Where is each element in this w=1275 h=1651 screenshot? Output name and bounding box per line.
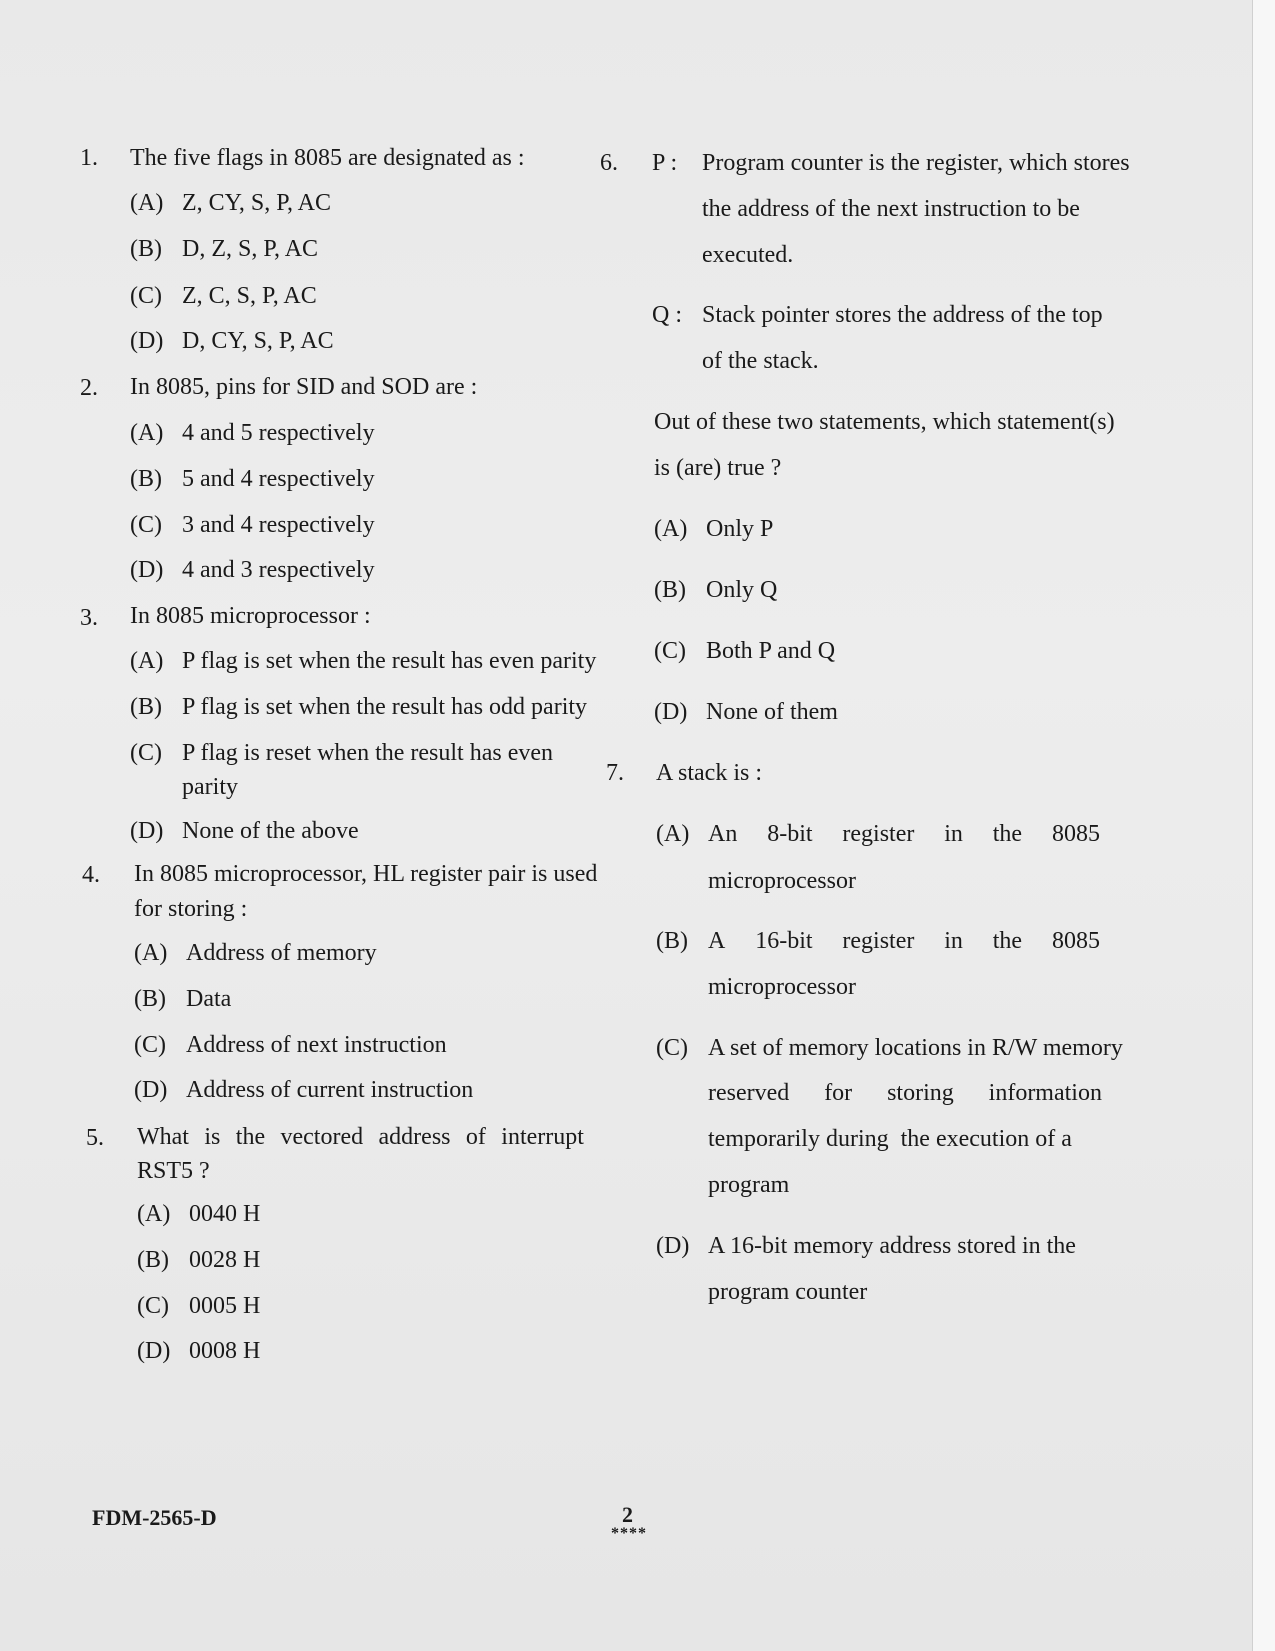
question-6-stem-line1: Out of these two statements, which statement(s) bbox=[654, 409, 1115, 435]
question-6-q-label: Q : bbox=[652, 302, 682, 328]
question-1-text: The five flags in 8085 are designated as : bbox=[130, 145, 525, 171]
question-6-p-line2: the address of the next instruction to be bbox=[702, 196, 1080, 222]
question-5-number: 5. bbox=[86, 1125, 104, 1151]
question-7-option-c-line3: temporarily during the execution of a bbox=[708, 1126, 1072, 1152]
question-2-option-c: (C) 3 and 4 respectively bbox=[130, 512, 375, 538]
question-3-option-a: (A) P flag is set when the result has even parity bbox=[130, 648, 597, 674]
question-6-q-line2: of the stack. bbox=[702, 348, 819, 374]
question-6-option-c: (C) Both P and Q bbox=[654, 638, 836, 664]
question-3-option-d: (D) None of the above bbox=[130, 818, 359, 844]
question-3-option-c: (C) P flag is reset when the result has even bbox=[130, 740, 554, 766]
question-7-text: A stack is : bbox=[656, 760, 762, 786]
question-7-option-b-line1: A 16-bit register in the 8085 bbox=[708, 928, 1100, 954]
question-6-p-line3: executed. bbox=[702, 242, 794, 268]
question-6-stem-line2: is (are) true ? bbox=[654, 455, 782, 481]
question-7-option-c-label: (C) bbox=[656, 1035, 688, 1061]
footer-paper-code: FDM-2565-D bbox=[92, 1505, 217, 1530]
question-1-option-d: (D) D, CY, S, P, AC bbox=[130, 328, 334, 354]
question-4-option-a: (A) Address of memory bbox=[134, 940, 377, 966]
question-6-number: 6. bbox=[600, 150, 618, 176]
question-6-option-b: (B) Only Q bbox=[654, 577, 778, 603]
question-7-option-d-label: (D) bbox=[656, 1233, 690, 1259]
question-7-option-a-label: (A) bbox=[656, 821, 690, 847]
question-5-option-a: (A) 0040 H bbox=[137, 1201, 261, 1227]
question-2-number: 2. bbox=[80, 375, 98, 401]
question-4-text-line2: for storing : bbox=[134, 896, 248, 922]
question-1-option-c: (C) Z, C, S, P, AC bbox=[130, 283, 317, 309]
question-4-option-d: (D) Address of current instruction bbox=[134, 1077, 474, 1103]
question-3-number: 3. bbox=[80, 605, 98, 631]
question-4-number: 4. bbox=[82, 862, 100, 888]
question-2-option-d: (D) 4 and 3 respectively bbox=[130, 557, 375, 583]
question-4-option-c: (C) Address of next instruction bbox=[134, 1032, 447, 1058]
question-2-option-b: (B) 5 and 4 respectively bbox=[130, 466, 375, 492]
question-1-number: 1. bbox=[80, 145, 98, 171]
question-4-text-line1: In 8085 microprocessor, HL register pair is used bbox=[134, 861, 598, 887]
question-2-option-a: (A) 4 and 5 respectively bbox=[130, 420, 375, 446]
question-7-option-b-label: (B) bbox=[656, 928, 688, 954]
question-4-option-b: (B) Data bbox=[134, 986, 232, 1012]
question-7-option-c-line2: reserved for storing information bbox=[708, 1080, 1102, 1106]
question-6-q-line1: Stack pointer stores the address of the top bbox=[702, 302, 1103, 328]
question-7-option-d-line2: program counter bbox=[708, 1279, 868, 1305]
question-6-option-d: (D) None of them bbox=[654, 699, 838, 725]
question-3-option-c-line2: parity bbox=[182, 774, 238, 800]
question-7-option-d-line1: A 16-bit memory address stored in the bbox=[708, 1233, 1076, 1259]
question-6-option-a: (A) Only P bbox=[654, 516, 774, 542]
question-7-option-a-line2: microprocessor bbox=[708, 868, 856, 894]
question-5-text-line2: RST5 ? bbox=[137, 1158, 210, 1184]
question-3-option-b: (B) P flag is set when the result has odd parity bbox=[130, 694, 588, 720]
question-7-number: 7. bbox=[606, 760, 624, 786]
question-5-option-b: (B) 0028 H bbox=[137, 1247, 261, 1273]
question-7-option-b-line2: microprocessor bbox=[708, 974, 856, 1000]
question-1-option-b: (B) D, Z, S, P, AC bbox=[130, 236, 319, 262]
question-2-text: In 8085, pins for SID and SOD are : bbox=[130, 374, 478, 400]
question-5-text-line1: What is the vectored address of interrupt bbox=[137, 1124, 584, 1150]
question-7-option-c-line4: program bbox=[708, 1172, 790, 1198]
question-5-option-c: (C) 0005 H bbox=[137, 1293, 261, 1319]
question-1-option-a: (A) Z, CY, S, P, AC bbox=[130, 190, 331, 216]
question-3-text: In 8085 microprocessor : bbox=[130, 603, 371, 629]
question-7-option-c-line1: A set of memory locations in R/W memory bbox=[708, 1035, 1123, 1061]
page-edge bbox=[1252, 0, 1275, 1651]
footer-page-number: 2 bbox=[622, 1502, 633, 1527]
footer-stars: **** bbox=[611, 1525, 647, 1542]
question-5-option-d: (D) 0008 H bbox=[137, 1338, 261, 1364]
question-6-p-label: P : bbox=[652, 150, 678, 176]
question-6-p-line1: Program counter is the register, which stores bbox=[702, 150, 1130, 176]
question-7-option-a-line1: An 8-bit register in the 8085 bbox=[708, 821, 1100, 847]
